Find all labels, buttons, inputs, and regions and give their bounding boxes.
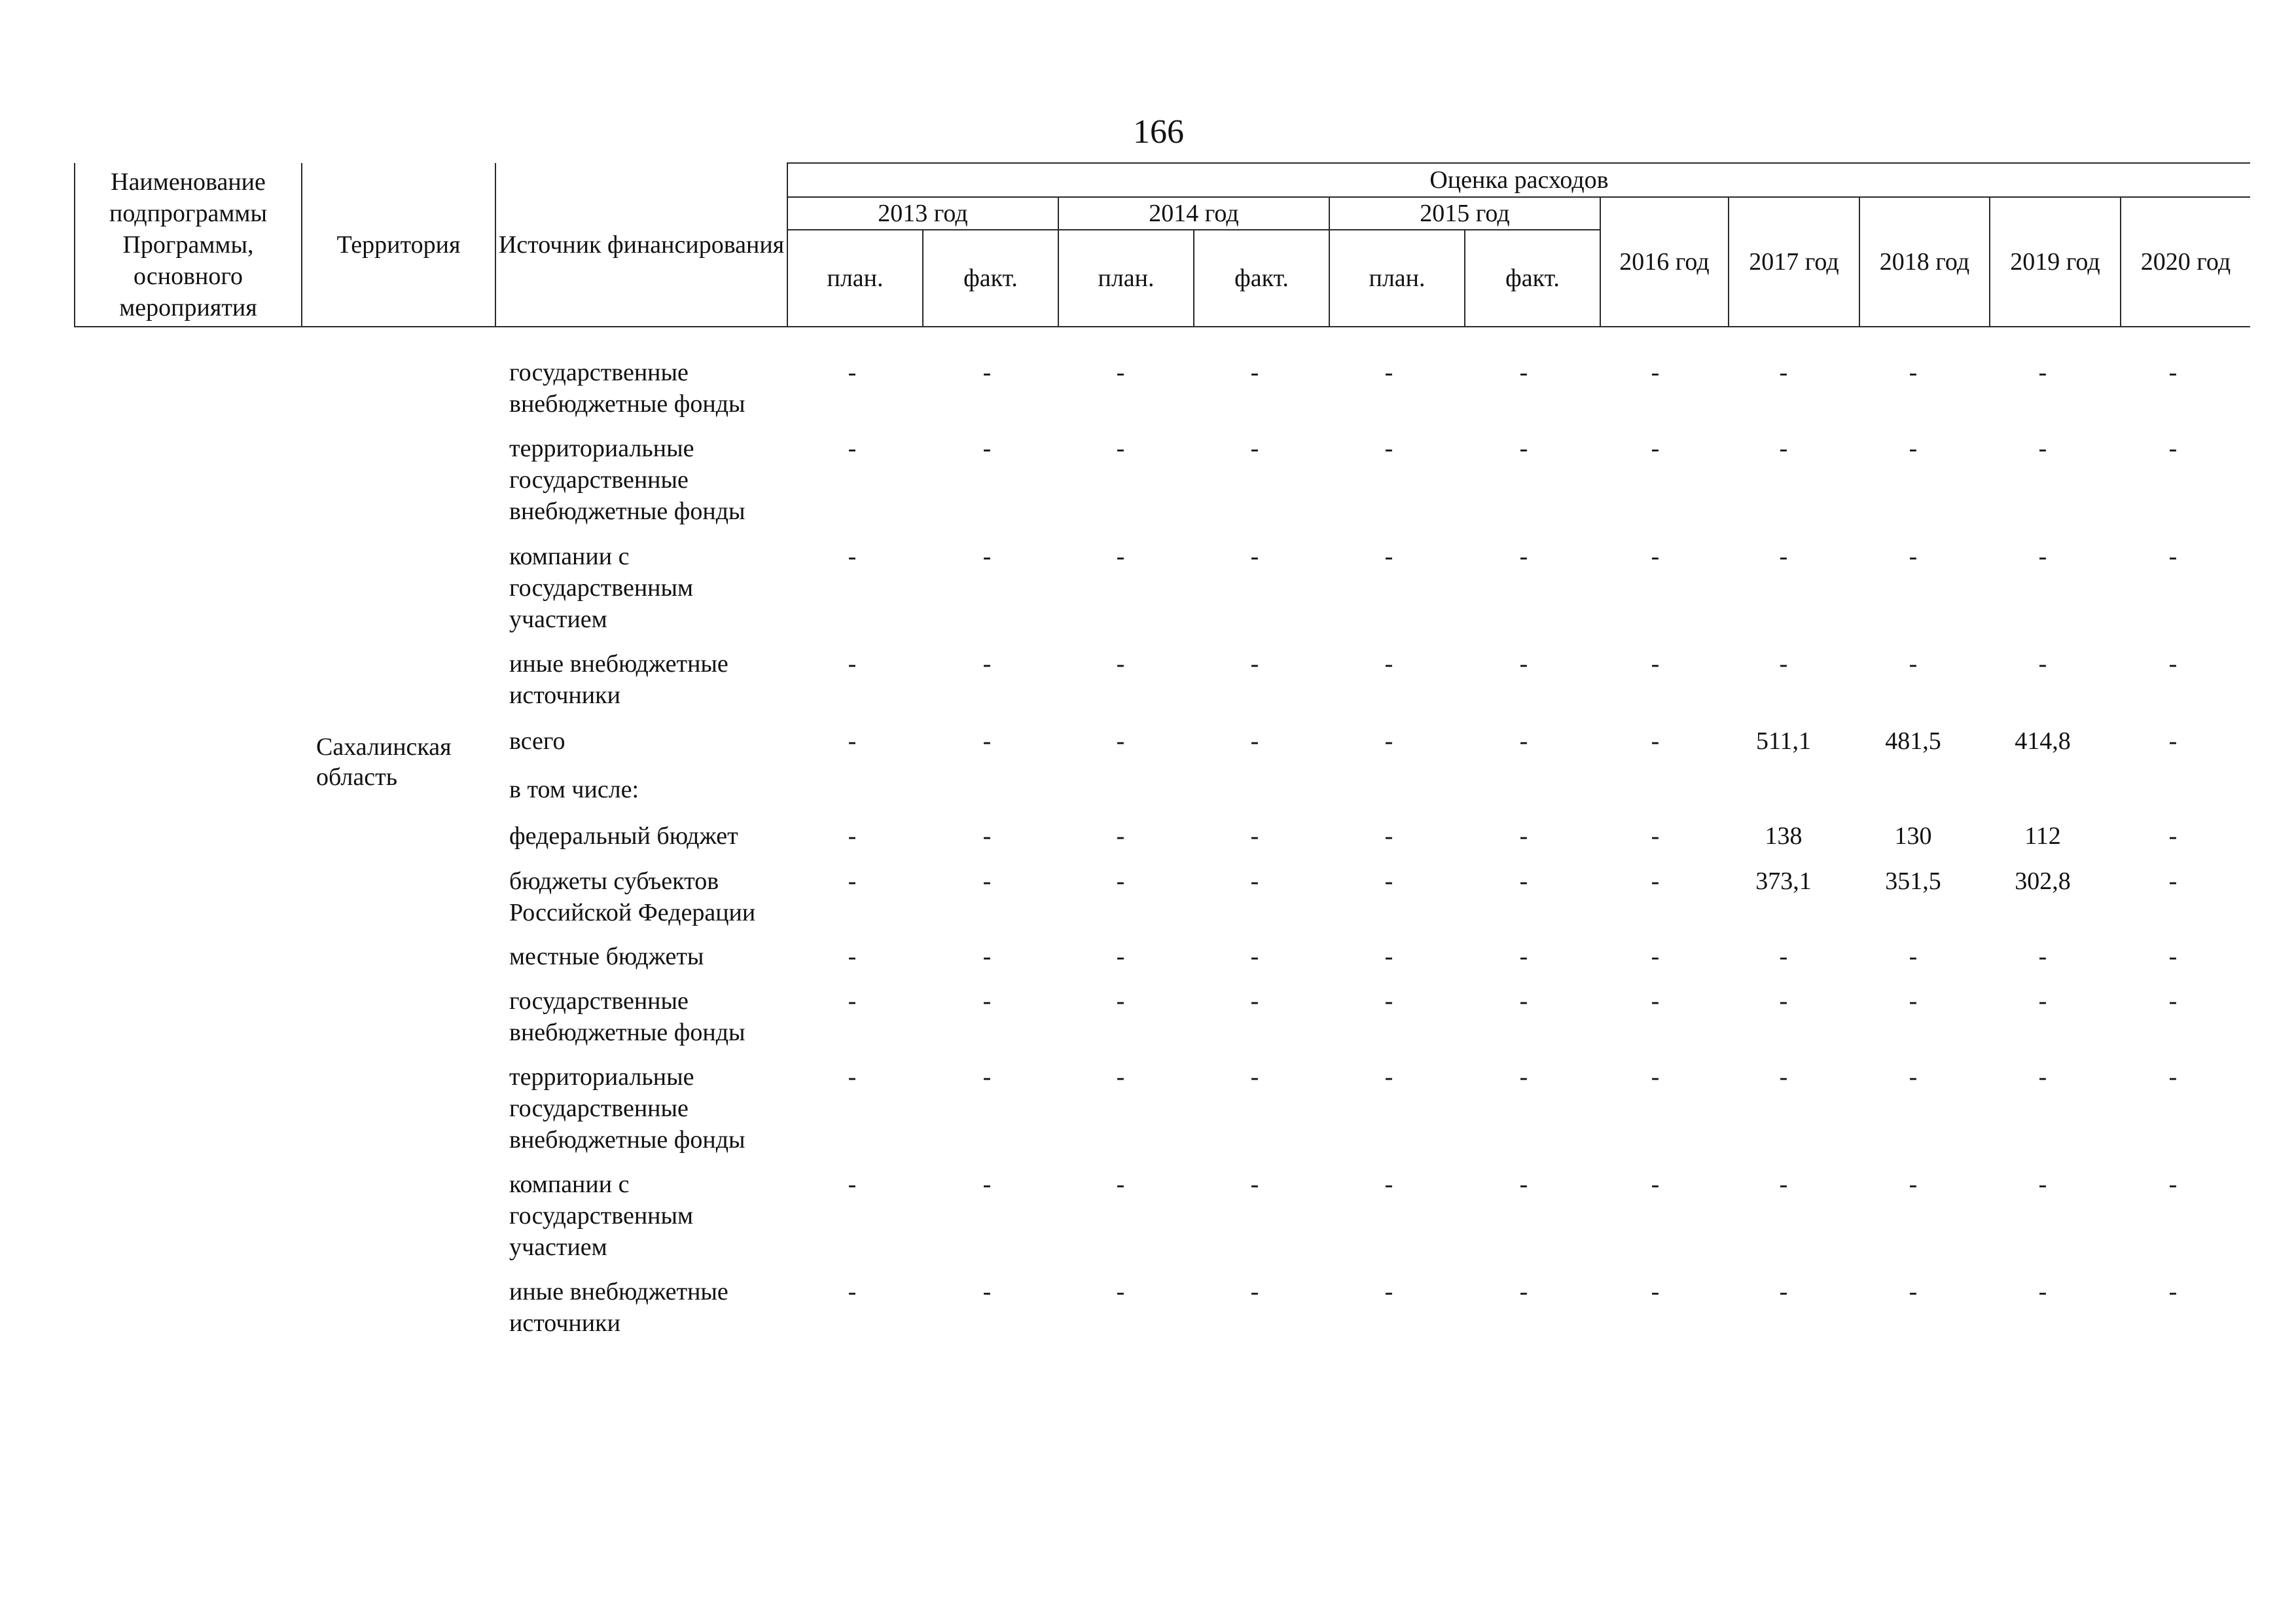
row-value-cell: - [982,650,992,678]
row-value-cell: 414,8 [2015,727,2071,755]
row-value-cell: - [2168,543,2178,570]
row-value-cell: - [1116,1171,1125,1198]
row-value-cell: - [1519,987,1528,1015]
row-value-cell: - [1519,727,1528,755]
row-value-cell: - [1250,543,1259,570]
row-value-cell: - [1519,435,1528,462]
header-territory-label: Территория [336,230,461,259]
row-value-cell: - [1651,650,1660,678]
row-value-cell: - [1116,867,1125,895]
row-value-cell: - [848,1063,857,1091]
row-source-label: компании с государственным участием [509,1171,694,1261]
row-value-cell: - [1116,359,1125,386]
row-value-cell: 138 [1765,822,1803,850]
row-value-cell: - [982,943,992,970]
row-value-cell: - [1779,650,1788,678]
header-fact-2014: факт. [1194,230,1329,327]
row-value-cell: - [1779,543,1788,570]
row-value-cell: - [2168,359,2178,386]
header-name-label: Наименование подпрограммы Программы, основного мероприятия [109,168,267,321]
row-value-cell: - [1384,727,1393,755]
row-value-cell: - [1250,943,1259,970]
row-value-cell: - [1909,543,1918,570]
row-value-cell: - [1779,1063,1788,1091]
header-year-2016: 2016 год [1600,197,1729,327]
row-source-label: компании с государственным участием [509,543,694,633]
row-value-cell: - [1779,987,1788,1015]
row-value-cell: - [2038,943,2047,970]
row-value-cell: - [1250,987,1259,1015]
row-value-cell: - [1651,359,1660,386]
header-fact-2015: факт. [1465,230,1600,327]
row-value-cell: - [1909,435,1918,462]
row-value-cell: - [1519,1063,1528,1091]
row-value-cell: - [1519,359,1528,386]
row-value-cell: - [848,543,857,570]
row-value-cell: - [1909,987,1918,1015]
header-plan-2013: план. [787,230,923,327]
row-value-cell: - [2168,650,2178,678]
row-value-cell: - [2038,359,2047,386]
row-value-cell: - [1116,1278,1125,1305]
row-value-cell: - [1519,1278,1528,1305]
row-source-label: в том числе: [509,776,639,803]
row-value-cell: - [2168,867,2178,895]
row-value-cell: - [1250,822,1259,850]
territory-label: Сахалинская область [316,733,452,791]
header-year-2017: 2017 год [1729,197,1859,327]
row-value-cell: - [1651,943,1660,970]
row-value-cell: - [1116,943,1125,970]
row-value-cell: - [1909,359,1918,386]
header-plan-2014: план. [1058,230,1194,327]
row-value-cell: - [1384,867,1393,895]
header-year-2014: 2014 год [1058,197,1329,230]
row-value-cell: - [848,727,857,755]
row-value-cell: - [1651,1063,1660,1091]
row-value-cell: - [2038,435,2047,462]
row-value-cell: - [1384,943,1393,970]
row-source-label: иные внебюджетные источники [509,650,728,709]
row-value-cell: - [2168,822,2178,850]
row-value-cell: 511,1 [1755,727,1812,755]
row-value-cell: - [1116,650,1125,678]
row-value-cell: - [2168,727,2178,755]
row-value-cell: - [1519,1171,1528,1198]
row-source-label: иные внебюджетные источники [509,1278,728,1337]
row-value-cell: - [1116,822,1125,850]
row-source-label: местные бюджеты [509,943,704,970]
header-name-cell [75,163,302,327]
row-value-cell: - [1651,1278,1660,1305]
row-value-cell: - [1384,987,1393,1015]
row-source-label: территориальные государственные внебюджетные фонды [509,435,745,525]
row-value-cell: - [848,650,857,678]
table-header [74,162,2250,327]
row-value-cell: - [1250,1063,1259,1091]
row-value-cell: - [2038,1278,2047,1305]
row-value-cell: - [1250,435,1259,462]
row-value-cell: - [2038,1171,2047,1198]
row-source-label: государственные внебюджетные фонды [509,987,745,1046]
row-value-cell: 373,1 [1755,867,1812,895]
row-value-cell: - [1519,822,1528,850]
row-value-cell: - [2168,943,2178,970]
row-value-cell: - [1779,1278,1788,1305]
row-value-cell: - [1384,1278,1393,1305]
header-year-2013: 2013 год [787,197,1058,230]
row-value-cell: - [982,867,992,895]
row-value-cell: - [1116,987,1125,1015]
row-value-cell: - [1909,1278,1918,1305]
header-source-cell [495,163,787,327]
row-value-cell: - [2038,987,2047,1015]
row-value-cell: - [848,359,857,386]
row-source-label: государственные внебюджетные фонды [509,359,745,418]
row-value-cell: - [848,435,857,462]
row-value-cell: - [982,987,992,1015]
row-value-cell: - [982,1063,992,1091]
row-value-cell: - [1116,727,1125,755]
row-value-cell: - [848,822,857,850]
header-group-title: Оценка расходов [787,163,2250,197]
row-value-cell: - [982,435,992,462]
row-value-cell: - [2168,1171,2178,1198]
row-value-cell: - [1519,650,1528,678]
row-value-cell: - [982,1278,992,1305]
row-source-label: бюджеты субъектов Российской Федерации [509,867,756,926]
row-value-cell: - [982,359,992,386]
row-value-cell: - [1250,650,1259,678]
header-year-2019: 2019 год [1990,197,2121,327]
header-fact-2013: факт. [923,230,1058,327]
row-value-cell: - [982,1171,992,1198]
row-value-cell: - [1779,359,1788,386]
row-value-cell: - [1779,943,1788,970]
row-value-cell: - [1651,822,1660,850]
row-value-cell: - [1651,1171,1660,1198]
row-value-cell: - [1384,543,1393,570]
row-value-cell: - [848,867,857,895]
row-value-cell: - [2038,543,2047,570]
row-value-cell: - [982,822,992,850]
row-value-cell: - [1116,435,1125,462]
header-territory-cell [302,163,495,327]
row-value-cell: - [1779,1171,1788,1198]
row-value-cell: - [848,987,857,1015]
row-value-cell: - [1779,435,1788,462]
row-value-cell: - [1909,1063,1918,1091]
row-value-cell: - [1384,435,1393,462]
row-value-cell: - [1519,543,1528,570]
row-value-cell: - [1651,543,1660,570]
row-value-cell: - [1250,1171,1259,1198]
row-value-cell: - [1519,867,1528,895]
row-value-cell: - [2168,987,2178,1015]
row-value-cell: - [1116,543,1125,570]
row-value-cell: - [1519,943,1528,970]
row-value-cell: 130 [1894,822,1932,850]
row-value-cell: - [1651,987,1660,1015]
row-value-cell: 112 [2024,822,2061,850]
row-value-cell: - [2038,650,2047,678]
row-source-label: федеральный бюджет [509,822,738,850]
row-value-cell: - [2038,1063,2047,1091]
row-value-cell: - [982,543,992,570]
row-source-label: территориальные государственные внебюджетные фонды [509,1063,745,1154]
row-value-cell: - [1909,943,1918,970]
row-value-cell: - [1250,867,1259,895]
row-value-cell: - [1250,727,1259,755]
row-value-cell: - [848,1278,857,1305]
row-value-cell: 481,5 [1885,727,1941,755]
row-value-cell: - [848,943,857,970]
row-value-cell: - [982,727,992,755]
page-number: 166 [1133,113,1184,151]
header-plan-2015: план. [1329,230,1465,327]
row-value-cell: - [1384,822,1393,850]
row-value-cell: - [1250,359,1259,386]
row-value-cell: - [1651,867,1660,895]
header-year-2020: 2020 год [2121,197,2250,327]
row-value-cell: - [2168,1063,2178,1091]
header-year-2018: 2018 год [1859,197,1990,327]
row-value-cell: - [1651,727,1660,755]
header-source-label: Источник финансирования [498,230,785,259]
row-value-cell: - [1384,1063,1393,1091]
row-value-cell: - [1909,1171,1918,1198]
row-value-cell: 351,5 [1885,867,1941,895]
row-value-cell: - [1250,1278,1259,1305]
row-value-cell: - [848,1171,857,1198]
row-value-cell: - [2168,435,2178,462]
row-value-cell: - [1651,435,1660,462]
row-value-cell: - [1384,1171,1393,1198]
row-value-cell: - [1909,650,1918,678]
row-value-cell: - [1384,650,1393,678]
row-value-cell: - [1384,359,1393,386]
row-source-label: всего [509,727,565,755]
row-value-cell: - [2168,1278,2178,1305]
header-year-2015: 2015 год [1329,197,1600,230]
row-value-cell: 302,8 [2015,867,2071,895]
row-value-cell: - [1116,1063,1125,1091]
